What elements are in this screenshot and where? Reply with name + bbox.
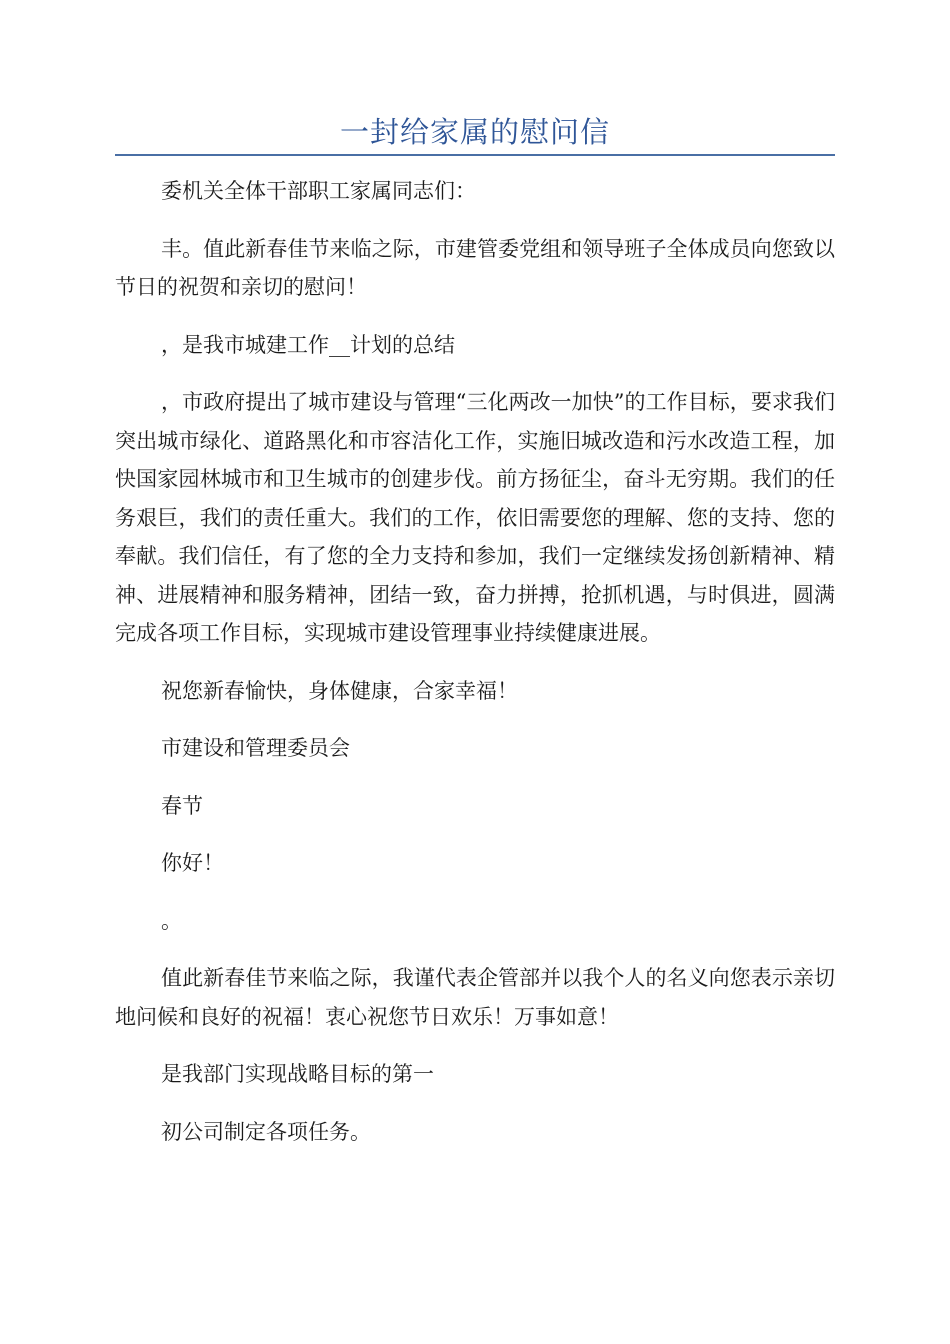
paragraph: ，是我市城建工作__计划的总结 bbox=[161, 332, 455, 357]
title-block bbox=[115, 112, 835, 156]
paragraph: 是我部门实现战略目标的第一 bbox=[161, 1062, 434, 1086]
closing-wish: 祝您新春愉快，身体健康，合家幸福！ bbox=[161, 678, 518, 703]
paragraph: ，市政府提出了城市建设与管理“三化两改一加快”的工作目标，要求我们突出城市绿化、道路黑化和市容洁化工作，实施旧城改造和污水改造工程，加快国家园林城市和卫生城市的创建步伐。前方扬征尘，奋斗无穷期。我们的任务艰巨，我们的责任重大。我们的工作，依旧需要您的理解、您的支持、您的奉献。我们信任，有了您的全力支持和参加，我们一定继续发扬创新精神、精神、进展精神和服务精神，团结一致，奋力拼搏，抢抓机遇，与时俱进，圆满完成各项工作目标，实现城市建设管理事业持续健康进展。 bbox=[115, 390, 835, 645]
greeting: 你好！ bbox=[161, 851, 224, 875]
paragraph: 值此新春佳节来临之际，我谨代表企管部并以我个人的名义向您表示亲切地问候和良好的祝福！衷心祝您节日欢乐！万事如意！ bbox=[115, 966, 835, 1029]
paragraph: 初公司制定各项任务。 bbox=[161, 1119, 371, 1144]
paragraph: 丰。值此新春佳节来临之际，市建管委党组和领导班子全体成员向您致以节日的祝贺和亲切的慰问！ bbox=[115, 236, 835, 299]
paragraph: 。 bbox=[161, 908, 182, 933]
signature-date: 春节 bbox=[161, 793, 203, 818]
document-body bbox=[115, 172, 835, 1170]
salutation: 委机关全体干部职工家属同志们： bbox=[161, 179, 476, 203]
signature-organization: 市建设和管理委员会 bbox=[161, 736, 350, 760]
document-title: 一封给家属的慰问信 bbox=[339, 115, 610, 149]
